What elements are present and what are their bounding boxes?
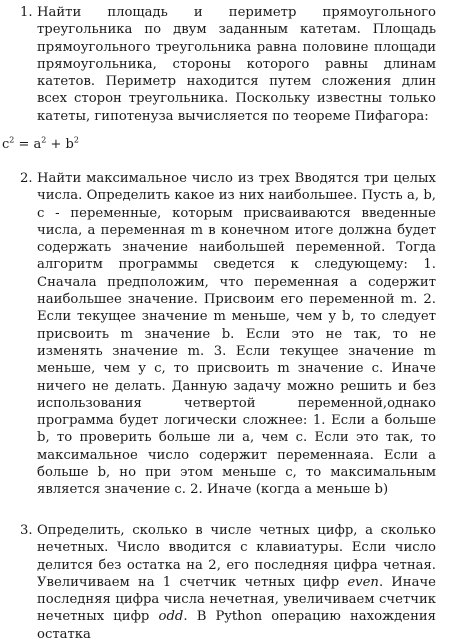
emphasis-even: even [347, 574, 379, 590]
list-item-2 [20, 170, 436, 499]
list-item-text: Найти площадь и периметр прямоугольного треугольника по двум заданным катетам. Площадь прямоугольного треугольника равна половине площади прямоугольника, стороны которого равны длинам катетов. Периметр находится путем сложения длин всех сторон треугольника. Поскольку известны только катеты, гипотенуза вычисляется по теореме Пифагора: [37, 5, 436, 124]
list-item-3 [20, 522, 436, 642]
list-item-text: Найти максимальное число из трех Вводятся три целых числа. Определить какое из них наибольшее. Пусть a, b, c - переменные, которым присваиваются введенные числа, а переменная m в конечном итоге должна будет содержать значение наибольшей переменной. Тогда алгоритм программы сведется к следующему: 1. Сначала предположим, что переменная a содержит наибольшее значение. Присвоим его переменной m. 2. Если текущее значение m меньше, чем у b, то следует присвоить m значение b. Если это не так, то не изменять значение m. 3. Если текущее значение m меньше, чем у c, то присвоить m значение c. Иначе ничего не делать. Данную задачу можно решить и без использования четвертой переменной,однако программа будет логически сложнее: 1. Если a больше b, то проверить больше ли a, чем c. Если это так, то максимальное число содержит переменнаяa. Если a больше b, но при этом меньше c, то максимальным является значение c. 2. Иначе (когда a меньше b) [37, 171, 436, 498]
pythagorean-formula: $c^2 = a^2 + b^2$ [2, 135, 79, 152]
list-item-number: 3. [20, 523, 33, 538]
emphasis-odd: odd [158, 609, 184, 625]
list-item-text: Определить, сколько в числе четных цифр, а сколько нечетных. Число вводится с клавиатуры. Если число делится без остатка на 2, его последняя цифра четная. Увеличиваем на 1 счетчик четных цифр even. Иначе последняя цифра числа нечетная, увеличиваем счетчик нечетных цифр odd. В Python операцию нахождения остатка [37, 523, 436, 642]
list-item-number: 1. [20, 5, 33, 20]
list-item-1 [20, 4, 436, 125]
list-item-number: 2. [20, 171, 33, 186]
